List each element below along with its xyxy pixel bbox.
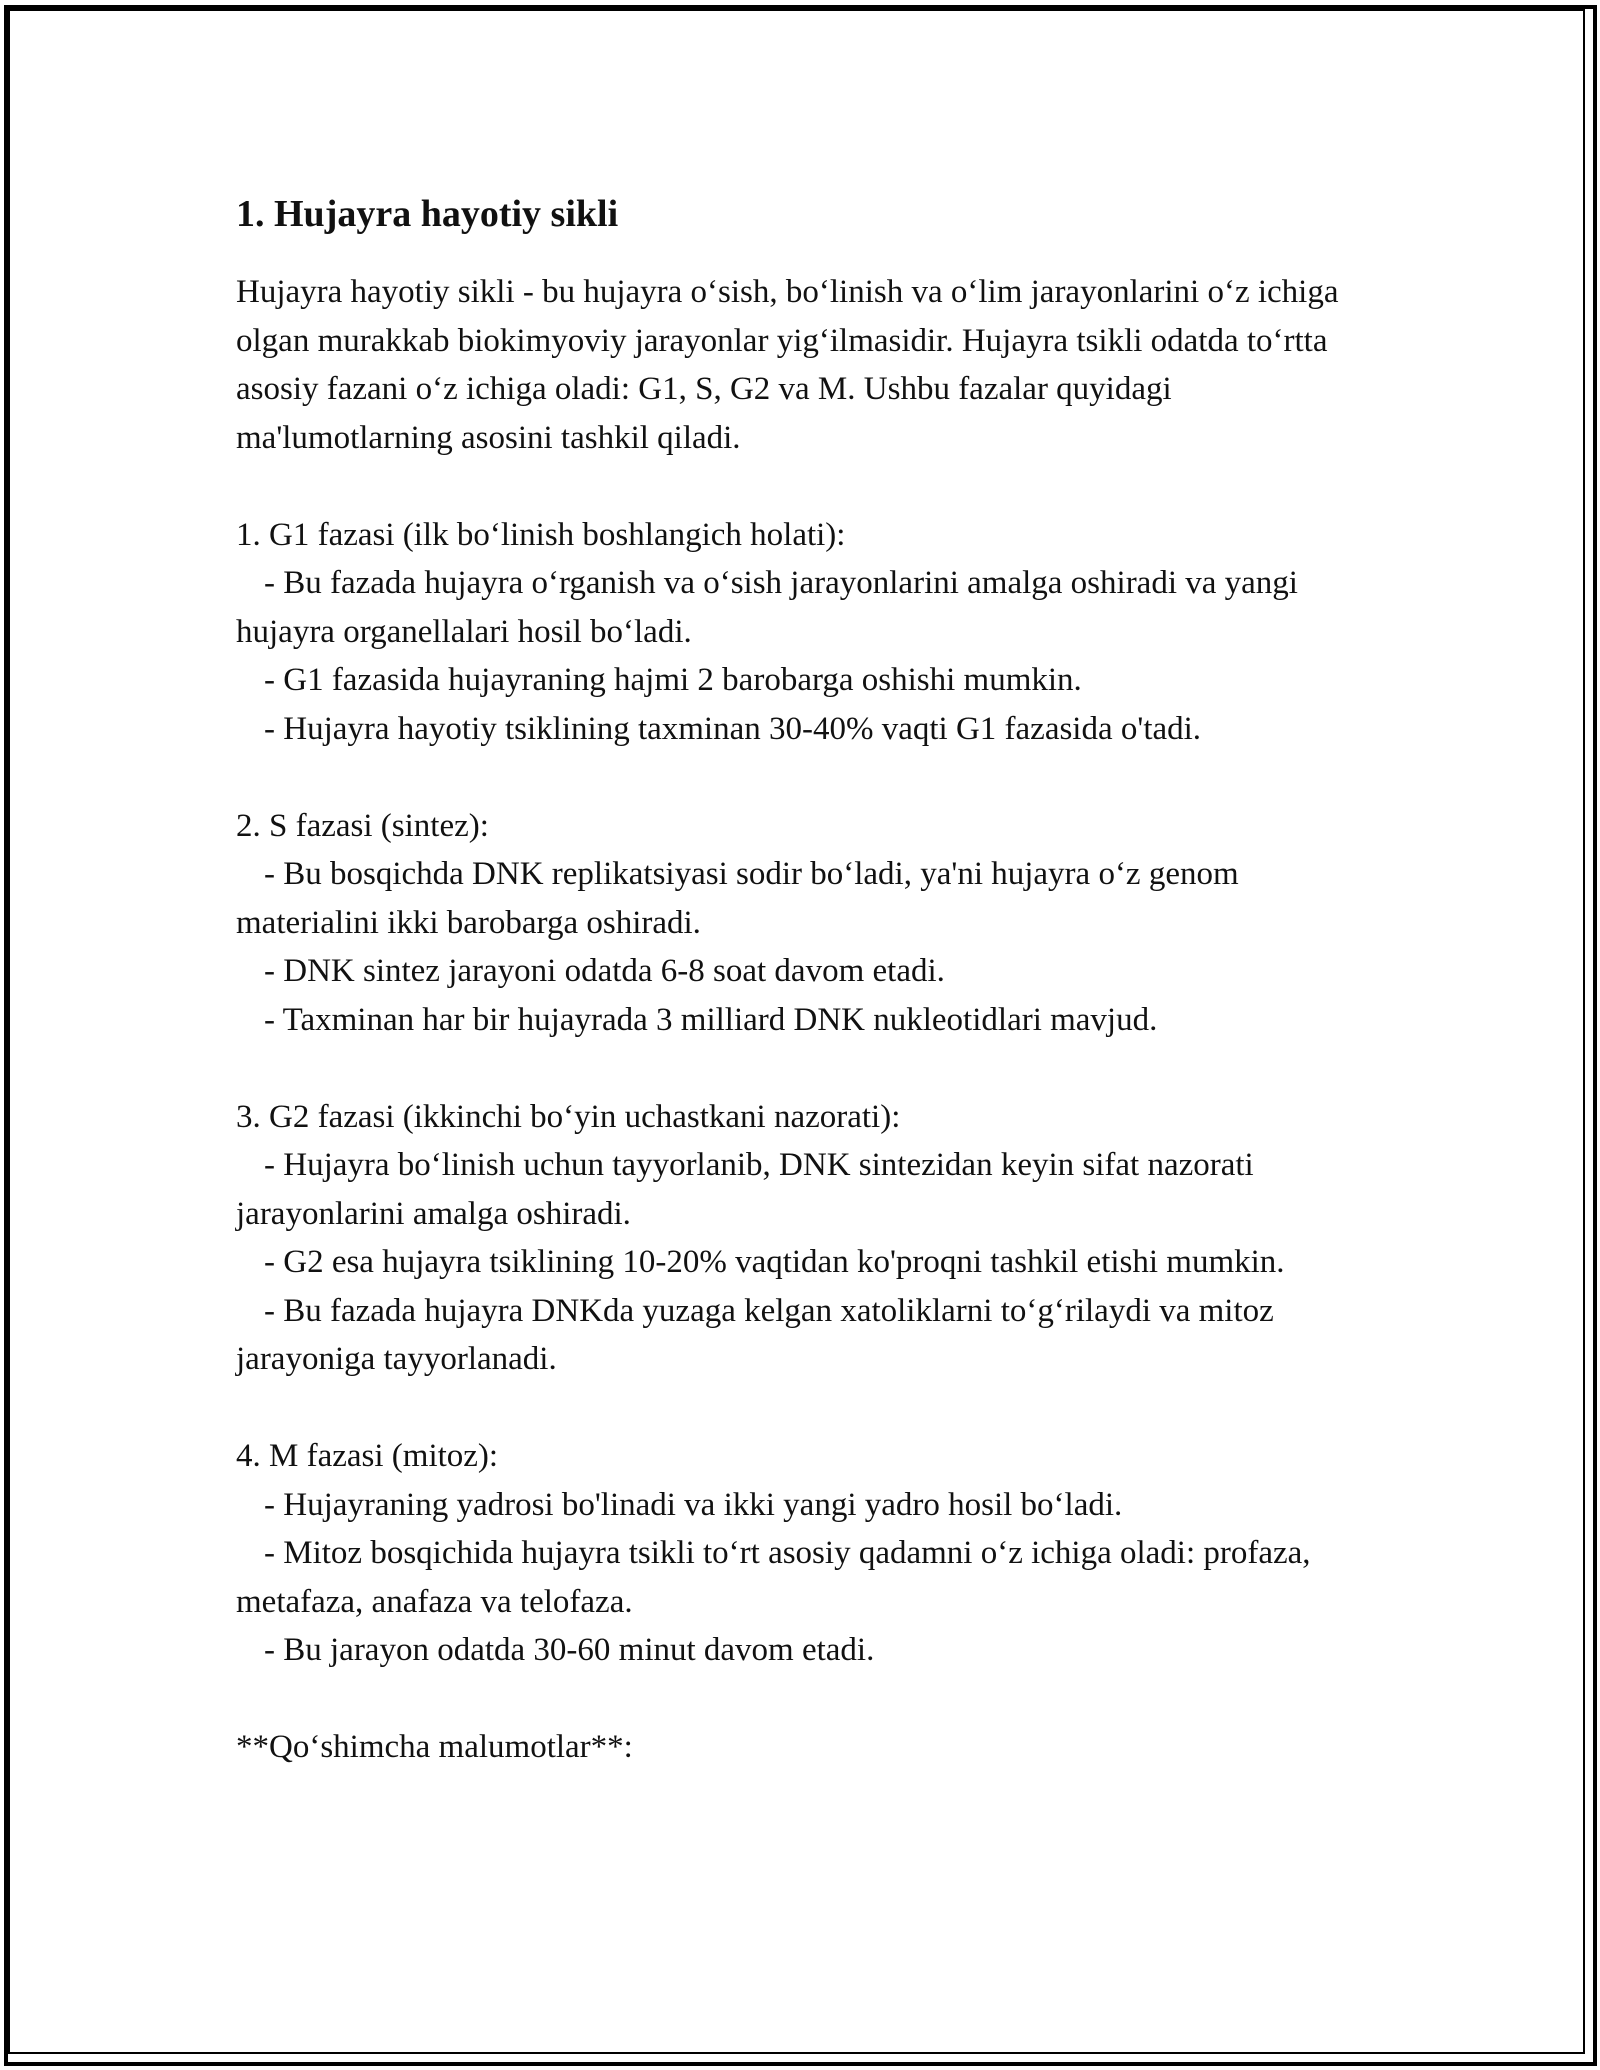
list-item: - G2 esa hujayra tsiklining 10-20% vaqtidan ko'proqni tashkil etishi mumkin. — [264, 1244, 1285, 1280]
section-m-phase — [236, 1432, 1386, 1675]
list-item: - DNK sintez jarayoni odatda 6-8 soat davom etadi. — [264, 953, 945, 989]
section-heading: 2. S fazasi (sintez): — [236, 807, 489, 844]
list-item: - Taxminan har bir hujayrada 3 milliard DNK nukleotidlari mavjud. — [264, 1001, 1158, 1038]
list-item: - Bu jarayon odatda 30-60 minut davom etadi. — [264, 1632, 875, 1668]
section-heading: 1. G1 fazasi (ilk bo‘linish boshlangich holati): — [236, 516, 846, 553]
section-s-phase — [236, 802, 1386, 1045]
list-item: - Bu fazada hujayra DNKda yuzaga kelgan xatoliklarni to‘g‘rilaydi va mitoz jarayoniga tayyorlanadi. — [236, 1292, 1274, 1377]
list-item: - Hujayra bo‘linish uchun tayyorlanib, DNK sintezidan keyin sifat nazorati jarayonlarini amalga oshiradi. — [236, 1147, 1254, 1232]
section-g2-phase — [236, 1093, 1386, 1384]
list-item: - G1 fazasida hujayraning hajmi 2 barobarga oshishi mumkin. — [264, 662, 1082, 698]
list-item: - Hujayraning yadrosi bo'linadi va ikki yangi yadro hosil bo‘ladi. — [264, 1486, 1123, 1523]
list-item: - Hujayra hayotiy tsiklining taxminan 30-40% vaqti G1 fazasida o'tadi. — [264, 710, 1202, 747]
section-g1-phase — [236, 511, 1386, 754]
additional-info — [236, 1723, 1386, 1772]
document-title: 1. Hujayra hayotiy sikli — [236, 193, 619, 235]
list-item: - Bu fazada hujayra o‘rganish va o‘sish jarayonlarini amalga oshiradi va yangi hujayra organellalari hosil bo‘ladi. — [236, 565, 1298, 650]
section-heading: 3. G2 fazasi (ikkinchi bo‘yin uchastkani nazorati): — [236, 1098, 901, 1135]
intro-paragraph: Hujayra hayotiy sikli - bu hujayra o‘sish, bo‘linish va o‘lim jarayonlarini o‘z ichiga olgan murakkab biokimyoviy jarayonlar yig‘ilmasidir. Hujayra tsikli odatda to‘rtta asosiy fazani o‘z ichiga oladi: G1, S, G2 va M. Ushbu fazalar quyidagi ma'lumotlarning asosini tashkil qiladi. — [236, 274, 1339, 456]
footer-note: **Qo‘shimcha malumotlar**: — [236, 1729, 633, 1765]
list-item: - Mitoz bosqichida hujayra tsikli to‘rt asosiy qadamni o‘z ichiga oladi: profaza, metafaza, anafaza va telofaza. — [236, 1535, 1311, 1620]
document-body — [236, 188, 1386, 1772]
section-heading: 4. M fazasi (mitoz): — [236, 1438, 499, 1474]
list-item: - Bu bosqichda DNK replikatsiyasi sodir bo‘ladi, ya'ni hujayra o‘z genom materialini ikki barobarga oshiradi. — [236, 856, 1239, 941]
